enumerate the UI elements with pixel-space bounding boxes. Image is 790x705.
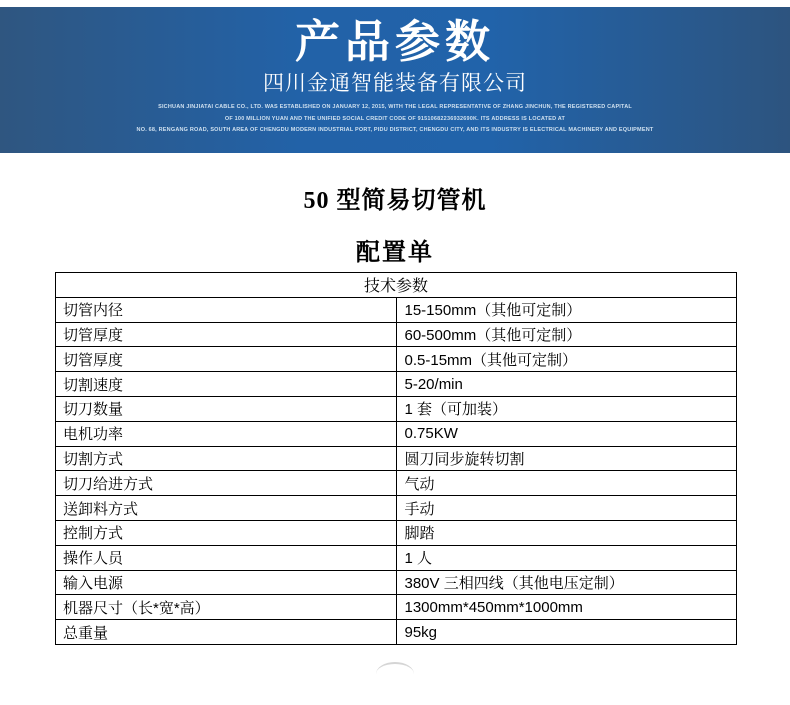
table-row [56, 620, 737, 645]
table-row [56, 520, 737, 545]
company-name: 四川金通智能装备有限公司 [263, 72, 527, 95]
spec-value: 圆刀同步旋转切割 [396, 446, 737, 471]
spec-label: 切刀数量 [56, 396, 397, 421]
spec-label: 操作人员 [56, 545, 397, 570]
table-row [56, 471, 737, 496]
spec-label: 输入电源 [56, 570, 397, 595]
spec-value: 5-20/min [396, 372, 737, 397]
configuration-list-title: 配置单 [356, 240, 434, 266]
spec-value: 380V 三相四线（其他电压定制） [396, 570, 737, 595]
table-row [56, 297, 737, 322]
table-row [56, 446, 737, 471]
table-row [56, 545, 737, 570]
spec-label: 切割方式 [56, 446, 397, 471]
spec-label: 切刀给进方式 [56, 471, 397, 496]
spec-value: 气动 [396, 471, 737, 496]
product-parameters-banner [0, 7, 790, 153]
technical-parameters-table [55, 272, 737, 645]
spec-value: 1 套（可加装） [396, 396, 737, 421]
table-row [56, 570, 737, 595]
table-row [56, 396, 737, 421]
company-description-line-1: SICHUAN JINJIATAI CABLE CO., LTD. WAS ESTABLISHED ON JANUARY 12, 2015, WITH THE LEGAL REPRESENTATIVE OF ZHANG JINCHUN, THE REGISTERED CAPITAL [158, 104, 632, 110]
spec-value: 95kg [396, 620, 737, 645]
watermark-arc [376, 662, 414, 674]
table-header-row [56, 273, 737, 298]
banner-title: 产品参数 [294, 16, 495, 67]
spec-value: 0.75KW [396, 421, 737, 446]
spec-value: 0.5-15mm（其他可定制） [396, 347, 737, 372]
table-row [56, 322, 737, 347]
table-row [56, 421, 737, 446]
spec-label: 切管厚度 [56, 322, 397, 347]
company-description-line-2: OF 100 MILLION YUAN AND THE UNIFIED SOCIAL CREDIT CODE OF 91510682236932690K. ITS ADDRESS IS LOCATED AT [224, 115, 566, 122]
company-description [0, 102, 790, 137]
spec-value: 15-150mm（其他可定制） [396, 297, 737, 322]
company-description-line-3: NO. 68, RENGANG ROAD, SOUTH AREA OF CHENGDU MODERN INDUSTRIAL PORT, PIDU DISTRICT, CHENGDU CITY, AND ITS INDUSTRY IS ELECTRICAL MACHINERY AND EQUIPMENT [136, 127, 654, 133]
table-row [56, 372, 737, 397]
spec-label: 切管内径 [56, 297, 397, 322]
spec-label: 送卸料方式 [56, 496, 397, 521]
table-header-cell: 技术参数 [56, 273, 737, 298]
table-row [56, 496, 737, 521]
machine-title: 50 型简易切管机 [303, 188, 487, 214]
spec-label: 总重量 [56, 620, 397, 645]
spec-label: 切管厚度 [56, 347, 397, 372]
spec-value: 60-500mm（其他可定制） [396, 322, 737, 347]
spec-value: 手动 [396, 496, 737, 521]
spec-label: 切割速度 [56, 372, 397, 397]
spec-label: 电机功率 [56, 421, 397, 446]
table-row [56, 347, 737, 372]
table-row [56, 595, 737, 620]
spec-value: 脚踏 [396, 520, 737, 545]
spec-value: 1300mm*450mm*1000mm [396, 595, 737, 620]
spec-value: 1 人 [396, 545, 737, 570]
spec-label: 机器尺寸（长*宽*高） [56, 595, 397, 620]
spec-label: 控制方式 [56, 520, 397, 545]
